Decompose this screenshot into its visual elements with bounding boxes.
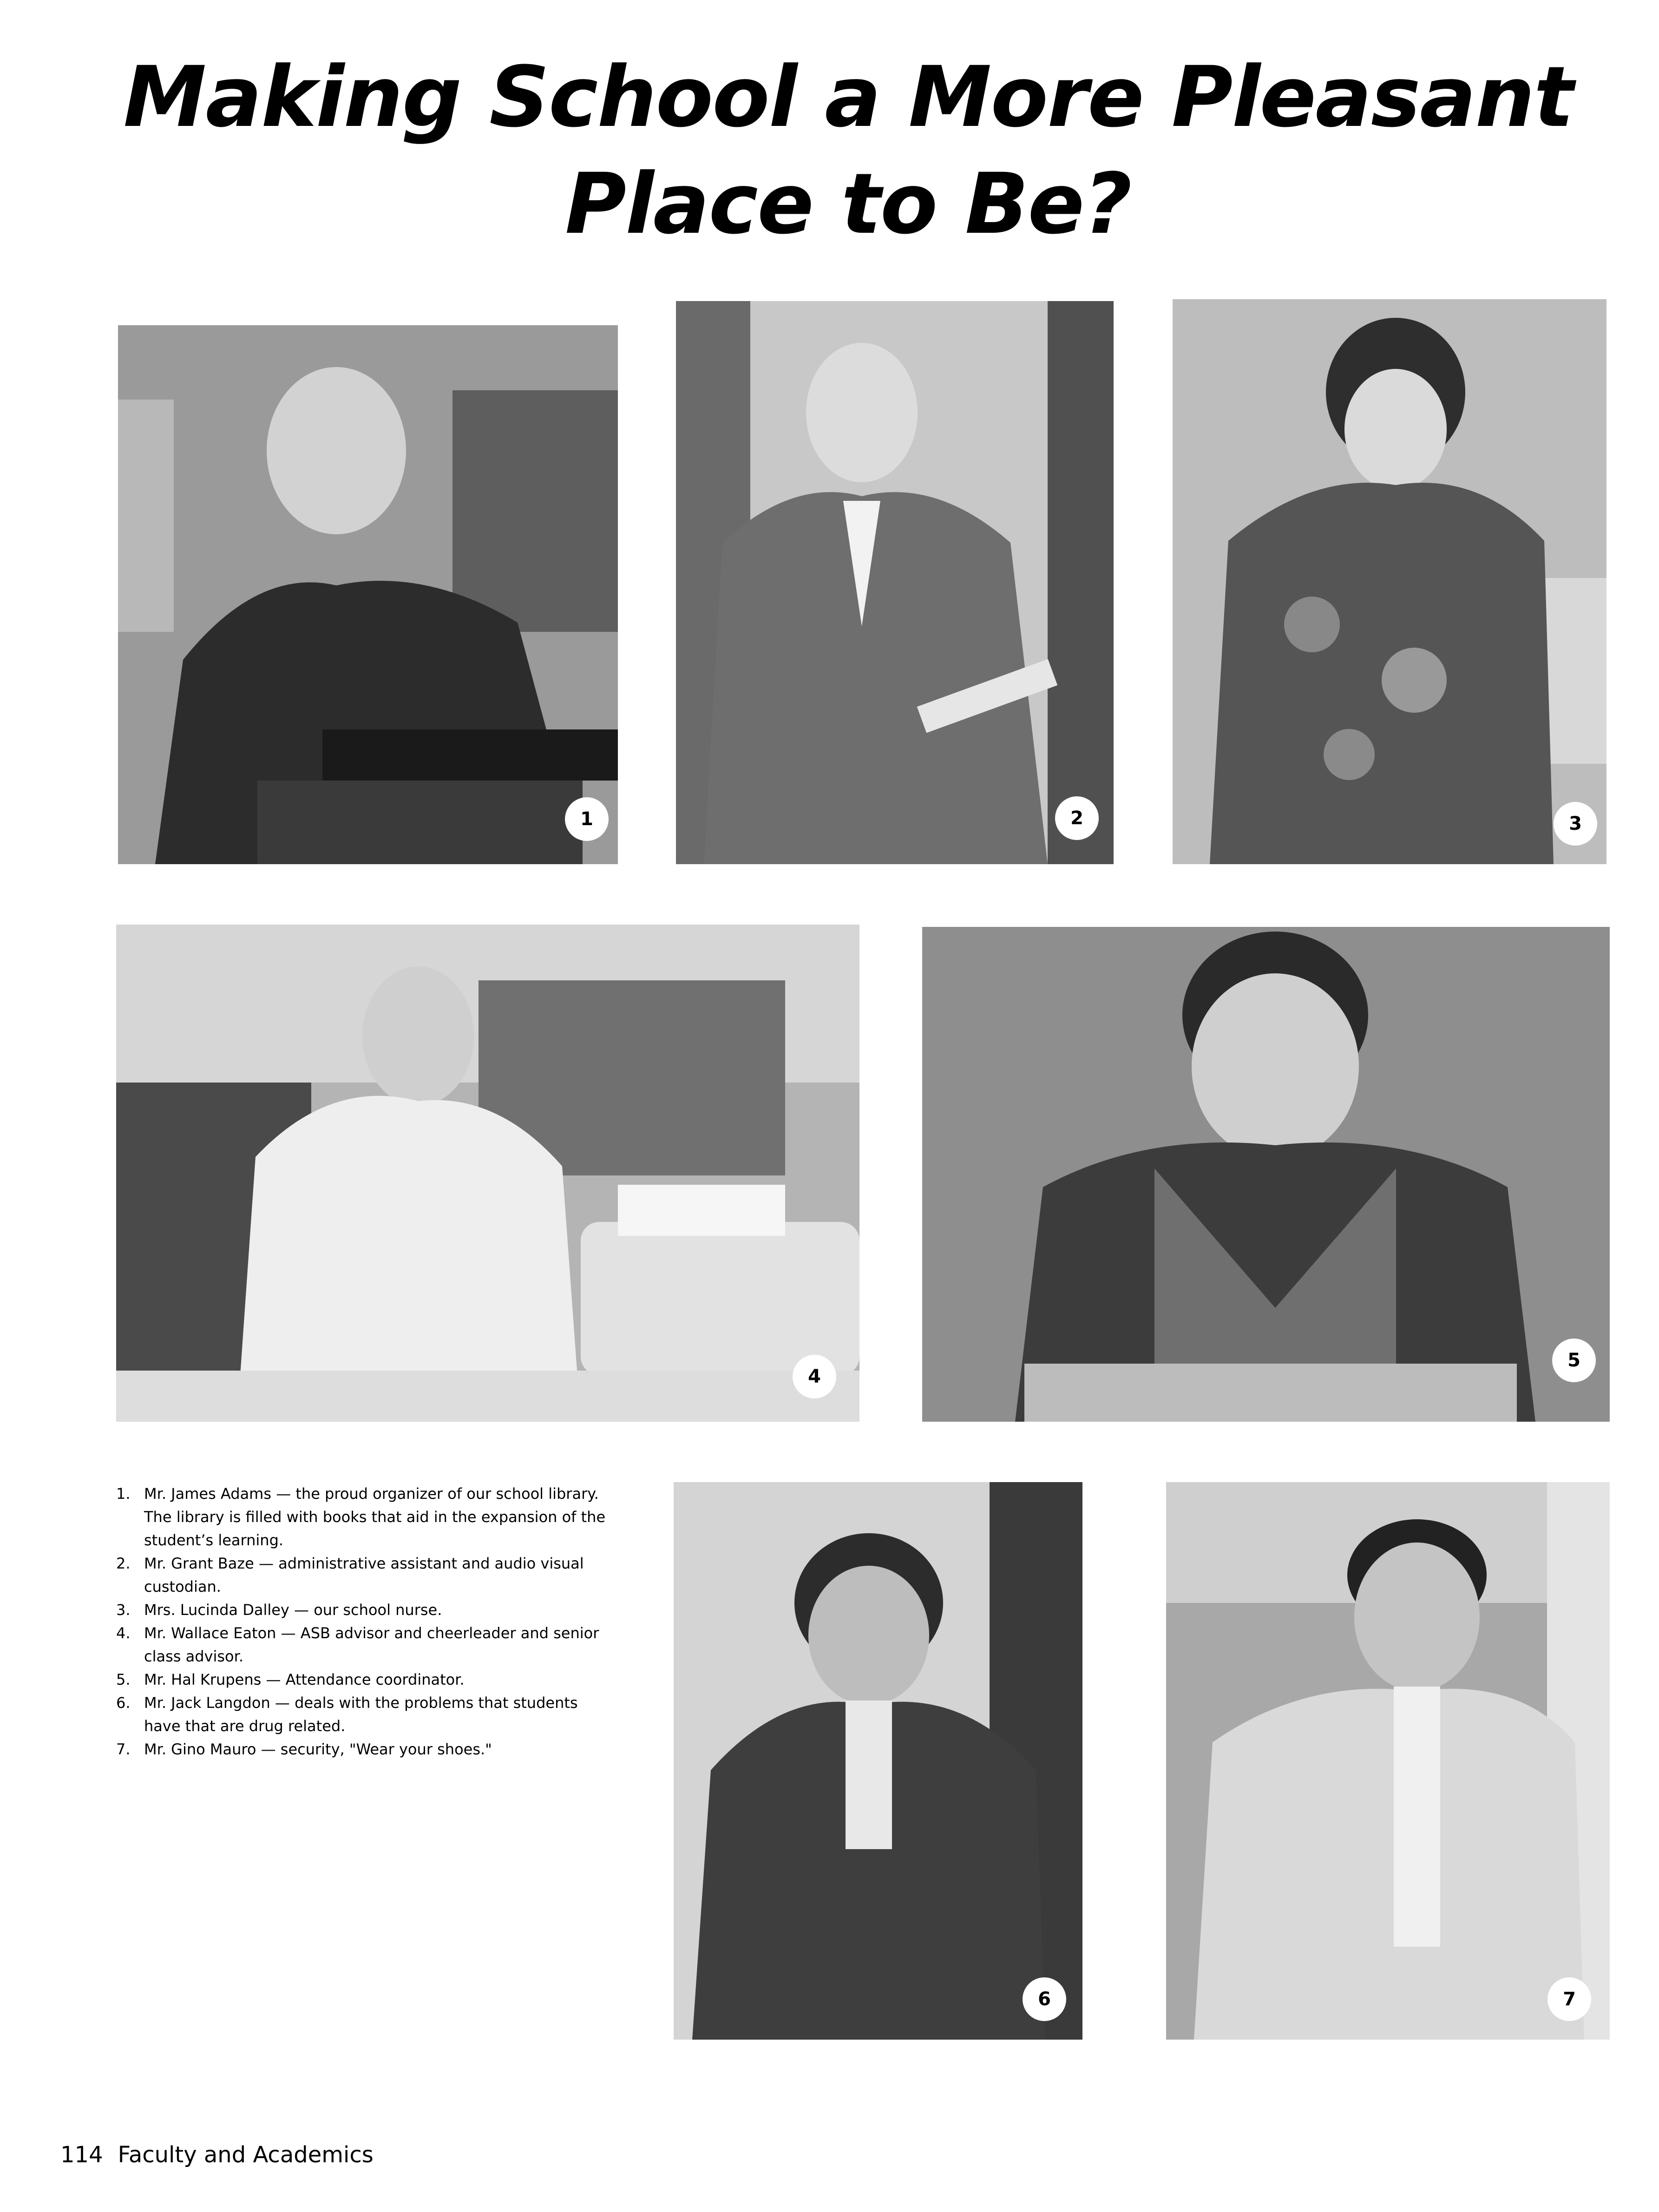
photo-security-image (1166, 1482, 1610, 2040)
caption-number: 6. (116, 1694, 131, 1712)
photo-administrative-assistant (676, 301, 1114, 864)
caption-text: Mr. Wallace Eaton — ASB advisor and cheerleader and senior class advisor. (144, 1624, 599, 1665)
caption-item (116, 1668, 609, 1691)
photo-security (1166, 1482, 1610, 2040)
caption-number: 3. (116, 1601, 131, 1619)
caption-list (116, 1482, 609, 1761)
photo-librarian (118, 325, 618, 864)
caption-item (116, 1738, 609, 1761)
photo-administrative-assistant-image (676, 301, 1114, 864)
photo-asb-advisor-image (116, 925, 859, 1422)
caption-text: Mrs. Lucinda Dalley — our school nurse. (144, 1601, 442, 1619)
page-title-line-2: Place to Be? (565, 156, 1131, 253)
photo-attendance-coordinator (922, 927, 1610, 1422)
photo-number-badge: 4 (793, 1355, 836, 1398)
photo-asb-advisor (116, 925, 859, 1422)
caption-item (116, 1621, 609, 1668)
photo-number-badge: 7 (1548, 1977, 1591, 2021)
photo-attendance-coordinator-image (922, 927, 1610, 1422)
caption-number: 4. (116, 1624, 131, 1642)
photo-drug-counselor-image (674, 1482, 1082, 2040)
photo-number-badge: 5 (1552, 1339, 1596, 1382)
caption-item (116, 1598, 609, 1621)
caption-item (116, 1552, 609, 1598)
caption-text: Mr. Grant Baze — administrative assistant and audio visual custodian. (144, 1555, 584, 1595)
page-title-line-1: Making School a More Pleasant (123, 49, 1573, 146)
page-footer (60, 2142, 374, 2168)
photo-school-nurse-image (1173, 299, 1607, 864)
photo-librarian-image (118, 325, 618, 864)
photo-number-badge: 6 (1023, 1977, 1066, 2021)
photo-number-badge: 1 (565, 797, 609, 841)
caption-text: Mr. Jack Langdon — deals with the problems that students have that are drug related. (144, 1694, 578, 1735)
caption-text: Mr. James Adams — the proud organizer of our school library. The library is filled with books that aid in the expansion of the student’s learning. (144, 1485, 606, 1549)
caption-item (116, 1691, 609, 1738)
caption-number: 2. (116, 1555, 131, 1572)
caption-number: 1. (116, 1485, 131, 1503)
caption-number: 5. (116, 1671, 131, 1688)
caption-text: Mr. Hal Krupens — Attendance coordinator. (144, 1671, 465, 1688)
photo-number-badge: 3 (1554, 802, 1597, 846)
photo-school-nurse (1173, 299, 1607, 864)
photo-number-badge: 2 (1055, 796, 1099, 840)
page-number: 114 (60, 2142, 103, 2168)
section-name: Faculty and Academics (118, 2142, 374, 2168)
caption-text: Mr. Gino Mauro — security, "Wear your shoes." (144, 1740, 492, 1758)
photo-drug-counselor (674, 1482, 1082, 2040)
caption-number: 7. (116, 1740, 131, 1758)
caption-item (116, 1482, 609, 1552)
